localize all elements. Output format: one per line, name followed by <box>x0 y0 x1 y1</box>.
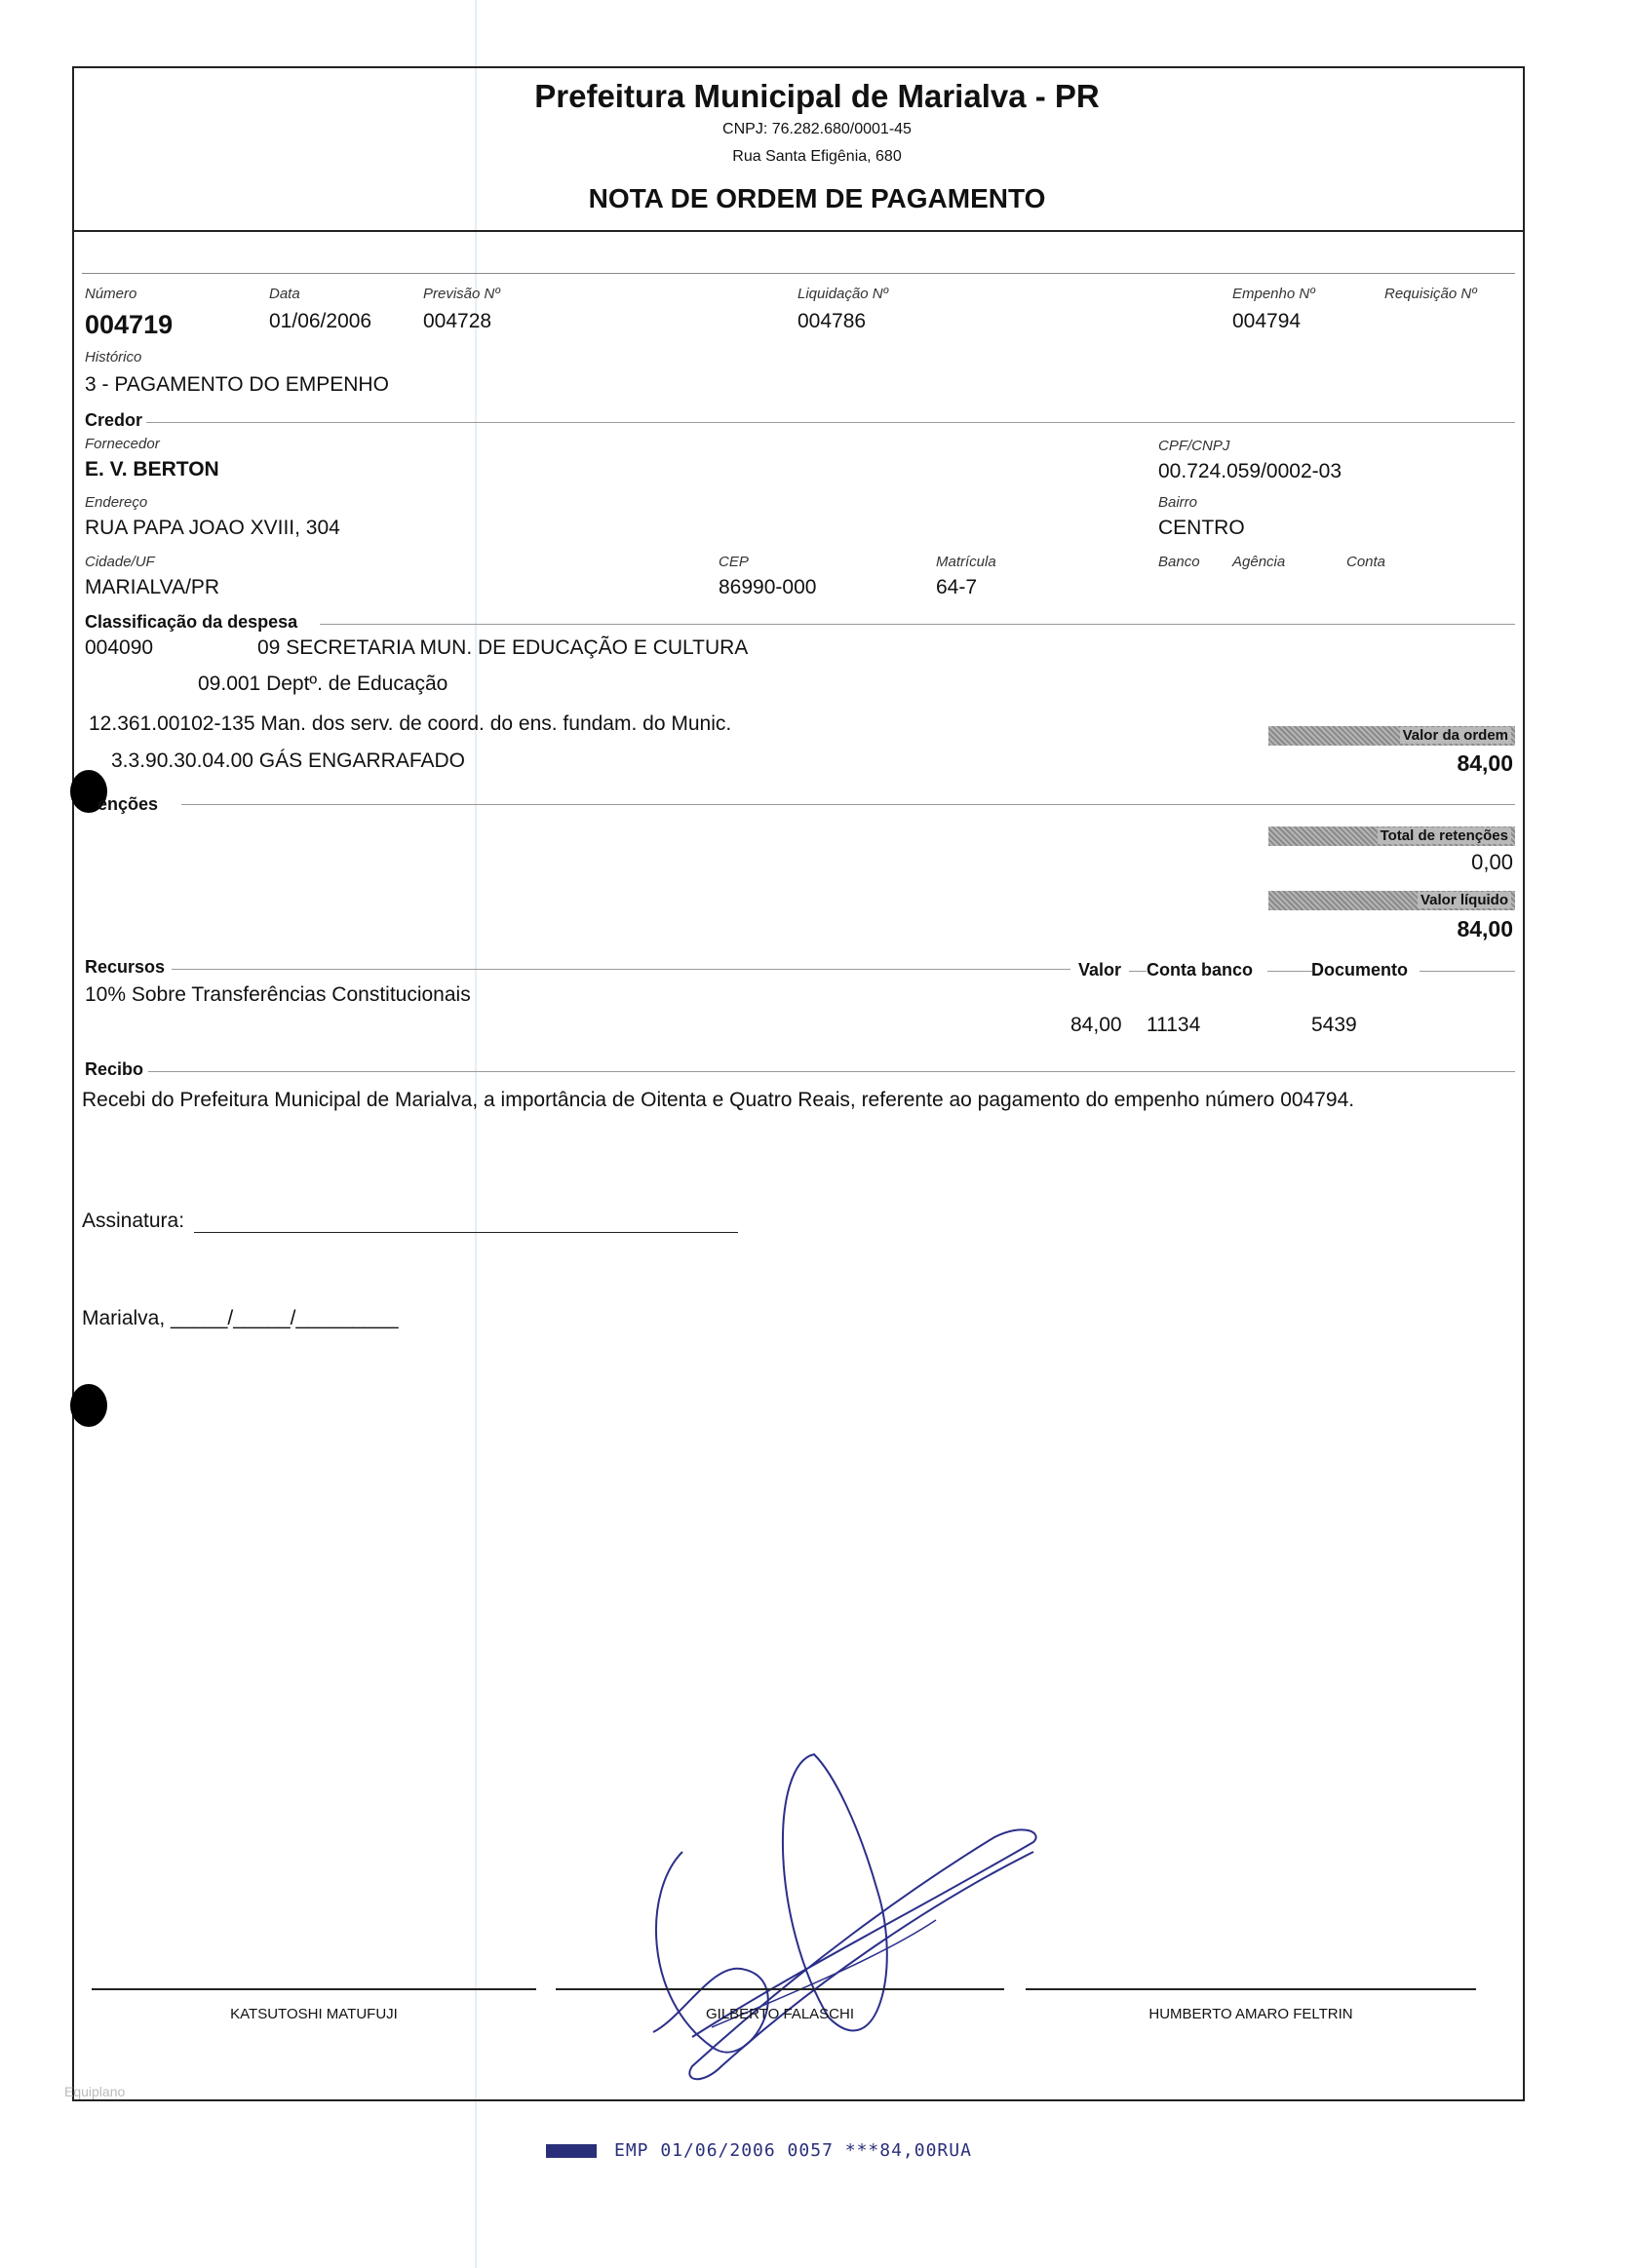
total-retencoes-label: Total de retenções <box>1268 826 1515 846</box>
recursos-documento-header: Documento <box>1311 960 1408 980</box>
address-text: Rua Santa Efigênia, 680 <box>732 148 902 165</box>
recursos-header-line-3 <box>1420 971 1515 972</box>
data-label: Data <box>269 286 300 302</box>
retencoes-heading: enções <box>97 794 159 814</box>
local-data-text: Marialva, _____/_____/_________ <box>82 1307 399 1329</box>
recibo-line <box>148 1071 1515 1072</box>
hole-punch-blot-lower <box>70 1384 107 1427</box>
endereco-value: RUA PAPA JOAO XVIII, 304 <box>85 517 340 539</box>
data-value: 01/06/2006 <box>269 310 372 332</box>
recibo-heading: Recibo <box>85 1059 144 1079</box>
credor-heading: Credor <box>85 410 143 430</box>
conta-label: Conta <box>1346 554 1386 570</box>
cnpj-text: CNPJ: 76.282.680/0001-45 <box>722 121 912 137</box>
classificacao-line <box>320 624 1515 625</box>
bank-stamp-mark <box>546 2144 597 2158</box>
valor-liquido-value: 84,00 <box>1457 916 1513 942</box>
recursos-documento: 5439 <box>1311 1014 1357 1036</box>
signatory-2: GILBERTO FALASCHI <box>706 2006 854 2022</box>
bank-stamp-text: EMP 01/06/2006 0057 ***84,00RUA <box>614 2140 972 2161</box>
signature-line-3 <box>1026 1988 1476 1990</box>
historico-value: 3 - PAGAMENTO DO EMPENHO <box>85 373 389 396</box>
recursos-valor: 84,00 <box>1070 1014 1122 1036</box>
recursos-header-line-2 <box>1267 971 1312 972</box>
endereco-label: Endereço <box>85 494 148 511</box>
valor-ordem-label: Valor da ordem <box>1268 726 1515 746</box>
departamento-text: 09.001 Deptº. de Educação <box>198 673 448 695</box>
recibo-text: Recebi do Prefeitura Municipal de Marialva, a importância de Oitenta e Quatro Reais, referente ao pagamento do empenho número 004794. <box>82 1089 1355 1111</box>
cep-label: CEP <box>719 554 749 570</box>
cpf-label: CPF/CNPJ <box>1158 438 1230 454</box>
previsao-value: 004728 <box>423 310 492 332</box>
banco-label: Banco <box>1158 554 1200 570</box>
recursos-descricao: 10% Sobre Transferências Constitucionais <box>85 983 471 1006</box>
historico-label: Histórico <box>85 349 142 365</box>
signatory-3: HUMBERTO AMARO FELTRIN <box>1148 2006 1353 2022</box>
assinatura-line <box>194 1232 738 1233</box>
page-title: Prefeitura Municipal de Marialva - PR <box>534 78 1100 114</box>
recursos-conta: 11134 <box>1147 1014 1201 1036</box>
programa-text: 12.361.00102-135 Man. dos serv. de coord. do ens. fundam. do Munic. <box>89 712 732 735</box>
valor-ordem-value: 84,00 <box>1457 750 1513 776</box>
fornecedor-label: Fornecedor <box>85 436 160 452</box>
requisicao-label: Requisição Nº <box>1384 286 1477 302</box>
signatory-1: KATSUTOSHI MATUFUJI <box>230 2006 398 2022</box>
recursos-conta-header: Conta banco <box>1147 960 1254 980</box>
cpf-value: 00.724.059/0002-03 <box>1158 460 1342 482</box>
matricula-label: Matrícula <box>936 554 996 570</box>
top-divider <box>82 273 1515 274</box>
bairro-label: Bairro <box>1158 494 1198 511</box>
total-retencoes-value: 0,00 <box>1471 850 1513 874</box>
valor-liquido-label: Valor líquido <box>1268 891 1515 910</box>
recursos-valor-header: Valor <box>1078 960 1122 980</box>
fornecedor-value: E. V. BERTON <box>85 458 219 481</box>
assinatura-label: Assinatura: <box>82 1210 185 1232</box>
signature-line-2 <box>556 1988 1004 1990</box>
handwritten-signature <box>624 1745 1053 2105</box>
header-divider <box>72 230 1525 232</box>
recursos-line <box>172 969 1070 970</box>
document-title: NOTA DE ORDEM DE PAGAMENTO <box>588 183 1046 213</box>
cidade-value: MARIALVA/PR <box>85 576 220 598</box>
signature-line-1 <box>92 1988 536 1990</box>
bairro-value: CENTRO <box>1158 517 1245 539</box>
classificacao-heading: Classificação da despesa <box>85 612 298 632</box>
secretaria-text: 09 SECRETARIA MUN. DE EDUCAÇÃO E CULTURA <box>257 636 749 659</box>
numero-value: 004719 <box>85 310 174 339</box>
bank-stamp <box>546 2140 972 2161</box>
classificacao-code: 004090 <box>85 636 154 659</box>
numero-label: Número <box>85 286 137 302</box>
agencia-label: Agência <box>1232 554 1286 570</box>
liquidacao-value: 004786 <box>798 310 867 332</box>
recursos-heading: Recursos <box>85 957 166 977</box>
cep-value: 86990-000 <box>719 576 817 598</box>
matricula-value: 64-7 <box>936 576 978 598</box>
empenho-label: Empenho Nº <box>1232 286 1315 302</box>
recursos-header-line-1 <box>1129 971 1147 972</box>
previsao-label: Previsão Nº <box>423 286 500 302</box>
equiplano-watermark: Equiplano <box>64 2084 126 2099</box>
retencoes-line <box>181 804 1515 805</box>
elemento-text: 3.3.90.30.04.00 GÁS ENGARRAFADO <box>111 750 466 772</box>
cidade-label: Cidade/UF <box>85 554 155 570</box>
empenho-value: 004794 <box>1232 310 1302 332</box>
liquidacao-label: Liquidação Nº <box>798 286 889 302</box>
credor-line <box>146 422 1515 423</box>
